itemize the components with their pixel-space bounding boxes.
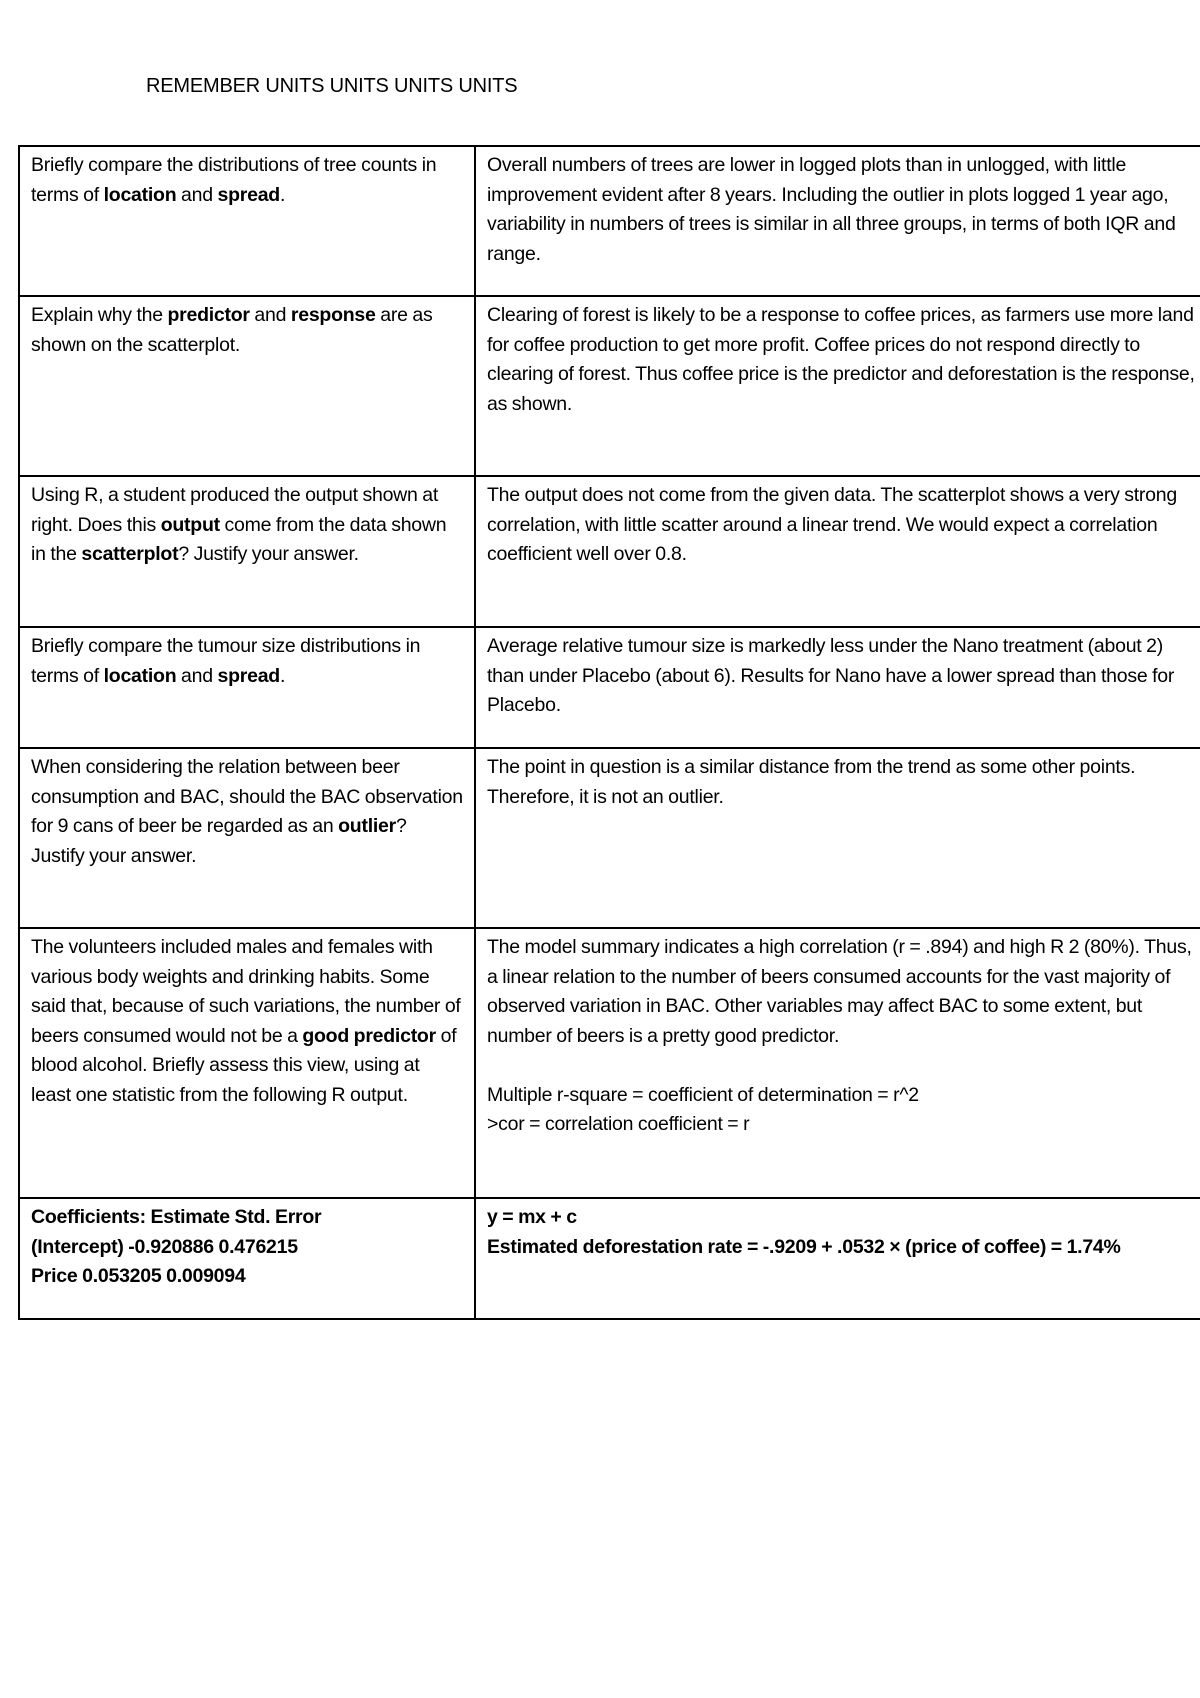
table-row bbox=[19, 146, 1200, 296]
table-row bbox=[19, 748, 1200, 928]
page-title: REMEMBER UNITS UNITS UNITS UNITS bbox=[146, 75, 518, 97]
coefficients-cell: Coefficients: Estimate Std. Error (Intercept) -0.920886 0.476215 Price 0.053205 0.009094 bbox=[19, 1198, 475, 1319]
question-cell: Explain why the predictor and response are as shown on the scatterplot. bbox=[19, 296, 475, 476]
question-cell: Using R, a student produced the output shown at right. Does this output come from the data shown in the scatterplot? Justify your answer. bbox=[19, 476, 475, 627]
question-cell: Briefly compare the distributions of tree counts in terms of location and spread. bbox=[19, 146, 475, 296]
answer-cell: Average relative tumour size is markedly less under the Nano treatment (about 2) than under Placebo (about 6). Results for Nano have a lower spread than those for Placebo. bbox=[475, 627, 1200, 748]
question-cell: The volunteers included males and females with various body weights and drinking habits. Some said that, because of such variations, the number of beers consumed would not be a good predictor of blood alcohol. Briefly assess this view, using at least one statistic from the following R output. bbox=[19, 928, 475, 1198]
answer-cell: The model summary indicates a high correlation (r = .894) and high R 2 (80%). Thus, a linear relation to the number of beers consumed accounts for the vast majority of observed variation in BAC. Other variables may affect BAC to some extent, but number of beers is a pretty good predictor. Multiple r-square = coefficient of determination = r^2 >cor = correlation coefficient = r bbox=[475, 928, 1200, 1198]
answer-cell: Overall numbers of trees are lower in logged plots than in unlogged, with little improvement evident after 8 years. Including the outlier in plots logged 1 year ago, variability in numbers of trees is similar in all three groups, in terms of both IQR and range. bbox=[475, 146, 1200, 296]
answer-cell: The output does not come from the given data. The scatterplot shows a very strong correlation, with little scatter around a linear trend. We would expect a correlation coefficient well over 0.8. bbox=[475, 476, 1200, 627]
table-row bbox=[19, 296, 1200, 476]
answer-cell: Clearing of forest is likely to be a response to coffee prices, as farmers use more land for coffee production to get more profit. Coffee prices do not respond directly to clearing of forest. Thus coffee price is the predictor and deforestation is the response, as shown. bbox=[475, 296, 1200, 476]
question-answer-table bbox=[18, 145, 1200, 1320]
question-cell: Briefly compare the tumour size distributions in terms of location and spread. bbox=[19, 627, 475, 748]
equation-cell: y = mx + c Estimated deforestation rate = -.9209 + .0532 × (price of coffee) = 1.74% bbox=[475, 1198, 1200, 1319]
answer-cell: The point in question is a similar distance from the trend as some other points. Therefore, it is not an outlier. bbox=[475, 748, 1200, 928]
table-row bbox=[19, 1198, 1200, 1319]
table-row bbox=[19, 928, 1200, 1198]
table-row bbox=[19, 627, 1200, 748]
table-row bbox=[19, 476, 1200, 627]
question-cell: When considering the relation between beer consumption and BAC, should the BAC observation for 9 cans of beer be regarded as an outlier? Justify your answer. bbox=[19, 748, 475, 928]
